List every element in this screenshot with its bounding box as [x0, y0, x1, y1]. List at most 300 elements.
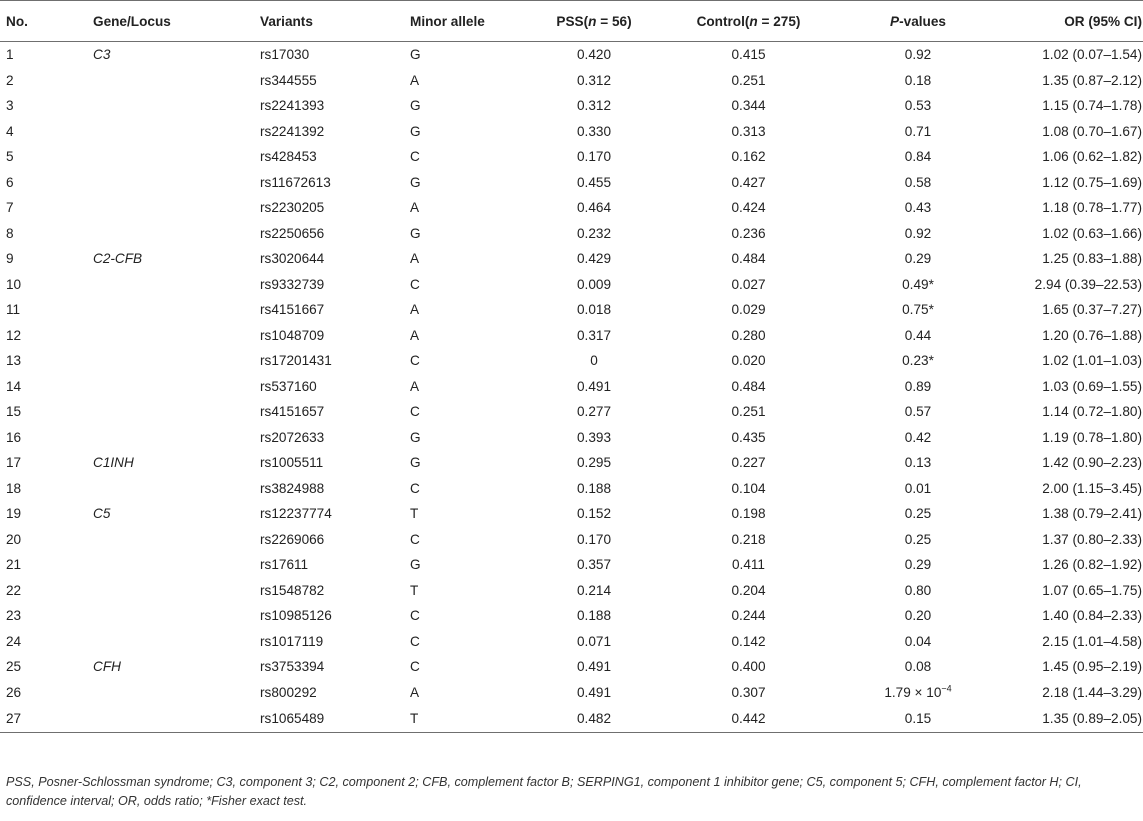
cell-gene-locus-text: C3	[93, 47, 111, 63]
cell-p-value-text: 0.75*	[902, 302, 934, 318]
cell-no	[0, 527, 93, 553]
cell-or-text: 1.02 (0.63–1.66)	[1042, 225, 1142, 241]
cell-no	[0, 399, 93, 425]
table-row	[0, 705, 1143, 733]
cell-variant-text: rs3753394	[260, 659, 325, 675]
cell-or-text: 1.15 (0.74–1.78)	[1042, 98, 1142, 114]
table-header	[0, 1, 1143, 42]
cell-p-value-text: 0.58	[904, 174, 932, 190]
table-row	[0, 425, 1143, 451]
cell-minor-allele	[410, 603, 520, 629]
table-row	[0, 629, 1143, 655]
cell-minor-allele-text: A	[410, 327, 420, 343]
cell-no	[0, 552, 93, 578]
cell-gene-locus	[93, 93, 260, 119]
header-control	[668, 1, 829, 42]
cell-variant	[260, 476, 410, 502]
cell-minor-allele-text: G	[410, 123, 421, 139]
cell-no-text: 22	[6, 582, 22, 598]
cell-minor-allele-text: C	[410, 404, 420, 420]
cell-or	[1007, 476, 1143, 502]
cell-p-value-text: 0.71	[904, 123, 932, 139]
cell-control	[668, 705, 829, 733]
cell-pss-text: 0.491	[576, 684, 612, 700]
cell-control	[668, 68, 829, 94]
cell-minor-allele	[410, 144, 520, 170]
header-variants: Variants	[260, 1, 410, 42]
cell-or-text: 1.07 (0.65–1.75)	[1042, 582, 1142, 598]
cell-minor-allele	[410, 119, 520, 145]
header-p-values	[829, 1, 1007, 42]
cell-p-value	[829, 68, 1007, 94]
cell-no	[0, 221, 93, 247]
cell-pss-text: 0.464	[576, 200, 612, 216]
cell-minor-allele	[410, 399, 520, 425]
cell-control-text: 0.204	[731, 582, 766, 598]
cell-p-value	[829, 323, 1007, 349]
cell-variant-text: rs344555	[260, 72, 317, 88]
cell-no-text: 21	[6, 557, 22, 573]
cell-no	[0, 450, 93, 476]
cell-control	[668, 552, 829, 578]
cell-variant-text: rs4151667	[260, 302, 325, 318]
cell-minor-allele	[410, 425, 520, 451]
cell-or-text: 1.65 (0.37–7.27)	[1042, 302, 1142, 318]
cell-gene-locus	[93, 144, 260, 170]
cell-or	[1007, 93, 1143, 119]
cell-minor-allele-text: G	[410, 98, 421, 114]
cell-control-text: 0.251	[731, 404, 766, 420]
cell-pss-text: 0.393	[576, 429, 612, 445]
cell-gene-locus	[93, 603, 260, 629]
cell-no	[0, 578, 93, 604]
cell-gene-locus	[93, 42, 260, 68]
cell-pss-text: 0.170	[576, 531, 612, 547]
cell-or	[1007, 195, 1143, 221]
cell-control	[668, 42, 829, 68]
table-body	[0, 42, 1143, 733]
cell-no-text: 6	[6, 174, 14, 190]
cell-pss-text: 0.357	[576, 557, 612, 573]
cell-control	[668, 297, 829, 323]
cell-p-value	[829, 629, 1007, 655]
cell-variant-text: rs10985126	[260, 608, 332, 624]
cell-control	[668, 425, 829, 451]
cell-control	[668, 603, 829, 629]
cell-pss-text: 0.152	[576, 506, 612, 522]
cell-variant	[260, 297, 410, 323]
cell-control-text: 0.344	[731, 98, 766, 114]
cell-variant-text: rs17611	[260, 557, 309, 573]
cell-minor-allele-text: C	[410, 531, 420, 547]
cell-gene-locus	[93, 399, 260, 425]
cell-or-text: 2.00 (1.15–3.45)	[1042, 480, 1142, 496]
cell-minor-allele-text: C	[410, 480, 420, 496]
table-row	[0, 552, 1143, 578]
cell-minor-allele	[410, 272, 520, 298]
cell-p-value	[829, 195, 1007, 221]
cell-or	[1007, 450, 1143, 476]
table-row	[0, 578, 1143, 604]
cell-variant-text: rs1005511	[260, 455, 324, 471]
cell-variant	[260, 374, 410, 400]
cell-p-value	[829, 42, 1007, 68]
cell-variant-text: rs800292	[260, 684, 317, 700]
cell-no-text: 27	[6, 711, 22, 726]
cell-variant-text: rs1548782	[260, 582, 325, 598]
cell-minor-allele-text: A	[410, 302, 420, 318]
cell-no-text: 11	[6, 302, 21, 318]
cell-gene-locus	[93, 476, 260, 502]
cell-no-text: 20	[6, 531, 22, 547]
cell-control	[668, 680, 829, 706]
cell-p-value-exponent: −4	[941, 683, 952, 694]
cell-gene-locus	[93, 195, 260, 221]
cell-pss	[520, 144, 668, 170]
cell-control-text: 0.427	[731, 174, 766, 190]
cell-no	[0, 68, 93, 94]
cell-no-text: 17	[6, 455, 22, 471]
cell-minor-allele-text: C	[410, 659, 420, 675]
cell-minor-allele-text: C	[410, 633, 420, 649]
cell-control-text: 0.484	[731, 378, 766, 394]
cell-p-value-text: 0.20	[904, 608, 932, 624]
cell-or	[1007, 680, 1143, 706]
cell-or-text: 1.20 (0.76–1.88)	[1042, 327, 1142, 343]
cell-p-value	[829, 450, 1007, 476]
cell-or	[1007, 399, 1143, 425]
cell-control	[668, 374, 829, 400]
cell-minor-allele	[410, 501, 520, 527]
cell-or	[1007, 170, 1143, 196]
cell-or	[1007, 144, 1143, 170]
cell-control	[668, 578, 829, 604]
cell-p-value	[829, 425, 1007, 451]
table-row	[0, 374, 1143, 400]
cell-or-text: 1.42 (0.90–2.23)	[1042, 455, 1142, 471]
cell-or-text: 2.15 (1.01–4.58)	[1042, 633, 1142, 649]
header-ctrl-pre: Control(	[696, 13, 750, 29]
cell-p-value-text: 0.89	[904, 378, 932, 394]
cell-no	[0, 93, 93, 119]
cell-or-text: 1.19 (0.78–1.80)	[1042, 429, 1142, 445]
cell-gene-locus	[93, 680, 260, 706]
cell-control	[668, 170, 829, 196]
cell-minor-allele-text: A	[410, 251, 420, 267]
cell-variant-text: rs4151657	[260, 404, 325, 420]
cell-or	[1007, 654, 1143, 680]
cell-control-text: 0.020	[731, 353, 766, 369]
cell-minor-allele	[410, 450, 520, 476]
cell-no	[0, 348, 93, 374]
cell-control-text: 0.424	[731, 200, 766, 216]
cell-pss-text: 0.420	[576, 47, 612, 63]
cell-no	[0, 246, 93, 272]
cell-minor-allele-text: C	[410, 276, 420, 292]
cell-no	[0, 42, 93, 68]
cell-no	[0, 654, 93, 680]
cell-or-text: 1.02 (0.07–1.54)	[1042, 47, 1142, 63]
cell-p-value-text: 0.15	[904, 711, 932, 726]
cell-pss	[520, 374, 668, 400]
cell-p-value-text: 0.18	[904, 72, 932, 88]
cell-p-value	[829, 348, 1007, 374]
cell-or-text: 1.18 (0.78–1.77)	[1042, 200, 1142, 216]
cell-p-value	[829, 374, 1007, 400]
cell-gene-locus	[93, 272, 260, 298]
cell-no-text: 25	[6, 659, 22, 675]
cell-pss	[520, 42, 668, 68]
cell-or	[1007, 348, 1143, 374]
cell-minor-allele	[410, 297, 520, 323]
cell-p-value-text: 0.29	[904, 557, 932, 573]
cell-or	[1007, 425, 1143, 451]
table-row	[0, 272, 1143, 298]
cell-no-text: 1	[6, 47, 14, 63]
cell-minor-allele-text: A	[410, 200, 420, 216]
cell-no	[0, 272, 93, 298]
cell-or-text: 1.26 (0.82–1.92)	[1042, 557, 1142, 573]
cell-p-value	[829, 221, 1007, 247]
table-row	[0, 501, 1143, 527]
cell-p-value-text: 0.13	[904, 455, 932, 471]
cell-minor-allele-text: G	[410, 174, 421, 190]
cell-control-text: 0.415	[731, 47, 766, 63]
cell-gene-locus	[93, 705, 260, 733]
cell-pss	[520, 450, 668, 476]
cell-pss	[520, 246, 668, 272]
cell-p-value-text: 0.80	[904, 582, 932, 598]
cell-variant	[260, 399, 410, 425]
cell-control	[668, 144, 829, 170]
cell-gene-locus	[93, 246, 260, 272]
table-row	[0, 221, 1143, 247]
cell-no	[0, 144, 93, 170]
cell-pss	[520, 527, 668, 553]
cell-pss	[520, 399, 668, 425]
cell-pss	[520, 297, 668, 323]
cell-pss	[520, 221, 668, 247]
header-minor-allele: Minor allele	[410, 1, 520, 42]
header-p-rest: -values	[899, 13, 946, 29]
cell-no-text: 9	[6, 251, 14, 267]
cell-variant-text: rs2241392	[260, 123, 325, 139]
cell-gene-locus	[93, 297, 260, 323]
cell-p-value-text: 0.49*	[902, 276, 934, 292]
cell-variant	[260, 246, 410, 272]
cell-p-value-text: 0.92	[904, 47, 932, 63]
cell-or-text: 1.12 (0.75–1.69)	[1042, 174, 1142, 190]
cell-control-text: 0.484	[731, 251, 766, 267]
cell-pss	[520, 348, 668, 374]
cell-p-value	[829, 603, 1007, 629]
cell-or	[1007, 629, 1143, 655]
cell-pss	[520, 552, 668, 578]
table-row	[0, 42, 1143, 68]
cell-control-text: 0.227	[731, 455, 766, 471]
header-ctrl-n: n	[749, 13, 758, 29]
table-row	[0, 323, 1143, 349]
cell-gene-locus	[93, 170, 260, 196]
cell-pss	[520, 603, 668, 629]
cell-variant-text: rs428453	[260, 149, 317, 165]
cell-no-text: 14	[6, 378, 22, 394]
cell-minor-allele	[410, 246, 520, 272]
cell-minor-allele-text: G	[410, 557, 421, 573]
cell-p-value	[829, 246, 1007, 272]
cell-or	[1007, 246, 1143, 272]
cell-gene-locus-text: C5	[93, 506, 111, 522]
cell-p-value	[829, 501, 1007, 527]
cell-gene-locus	[93, 654, 260, 680]
cell-p-value	[829, 654, 1007, 680]
cell-no-text: 13	[6, 353, 22, 369]
cell-variant	[260, 348, 410, 374]
table-row	[0, 527, 1143, 553]
cell-pss	[520, 68, 668, 94]
cell-p-value	[829, 578, 1007, 604]
header-pss-pre: PSS(	[556, 13, 589, 29]
cell-no	[0, 603, 93, 629]
cell-control-text: 0.411	[731, 557, 765, 573]
cell-variant-text: rs17030	[260, 47, 310, 63]
cell-pss-text: 0.071	[576, 633, 612, 649]
cell-pss-text: 0.232	[576, 225, 612, 241]
cell-p-value	[829, 93, 1007, 119]
cell-control-text: 0.198	[731, 506, 766, 522]
cell-minor-allele-text: A	[410, 72, 420, 88]
cell-control-text: 0.029	[731, 302, 766, 318]
table-row	[0, 348, 1143, 374]
cell-pss-text: 0.188	[576, 608, 612, 624]
cell-or-text: 1.35 (0.87–2.12)	[1042, 72, 1142, 88]
cell-pss-text: 0.491	[576, 378, 612, 394]
cell-pss	[520, 476, 668, 502]
cell-minor-allele	[410, 705, 520, 733]
cell-variant	[260, 578, 410, 604]
cell-pss	[520, 705, 668, 733]
cell-control	[668, 323, 829, 349]
cell-no	[0, 476, 93, 502]
cell-variant-text: rs2241393	[260, 98, 325, 114]
header-gene-locus: Gene/Locus	[93, 1, 260, 42]
cell-minor-allele-text: C	[410, 608, 420, 624]
cell-or	[1007, 374, 1143, 400]
cell-p-value-text: 0.84	[904, 149, 932, 165]
cell-control-text: 0.244	[731, 608, 766, 624]
cell-p-value-text: 0.44	[904, 327, 932, 343]
cell-variant-text: rs1065489	[260, 711, 325, 726]
cell-control-text: 0.027	[731, 276, 766, 292]
cell-gene-locus	[93, 348, 260, 374]
cell-control	[668, 348, 829, 374]
cell-minor-allele-text: C	[410, 353, 420, 369]
cell-p-value	[829, 552, 1007, 578]
header-p-italic: P	[890, 13, 900, 29]
cell-pss-text: 0	[590, 353, 598, 369]
cell-control	[668, 527, 829, 553]
cell-p-value-text: 0.42	[904, 429, 932, 445]
cell-variant-text: rs11672613	[260, 174, 331, 190]
cell-variant	[260, 144, 410, 170]
cell-variant	[260, 93, 410, 119]
cell-p-value	[829, 297, 1007, 323]
cell-p-value-text: 0.23*	[902, 353, 934, 369]
cell-control	[668, 246, 829, 272]
cell-p-value	[829, 119, 1007, 145]
cell-no-text: 23	[6, 608, 22, 624]
cell-minor-allele-text: G	[410, 225, 421, 241]
cell-or-text: 1.08 (0.70–1.67)	[1042, 123, 1142, 139]
cell-pss	[520, 323, 668, 349]
cell-control-text: 0.280	[731, 327, 766, 343]
cell-variant	[260, 654, 410, 680]
cell-variant-text: rs3824988	[260, 480, 325, 496]
cell-control	[668, 399, 829, 425]
cell-control	[668, 221, 829, 247]
cell-variant	[260, 170, 410, 196]
cell-or	[1007, 297, 1143, 323]
cell-control-text: 0.442	[731, 711, 766, 726]
cell-no	[0, 170, 93, 196]
cell-variant	[260, 119, 410, 145]
cell-p-value-text: 0.01	[904, 480, 932, 496]
cell-pss-text: 0.312	[576, 98, 612, 114]
cell-minor-allele-text: G	[410, 47, 421, 63]
cell-p-value	[829, 399, 1007, 425]
table-row	[0, 144, 1143, 170]
cell-minor-allele-text: G	[410, 455, 421, 471]
cell-p-value-text: 0.25	[904, 531, 932, 547]
cell-minor-allele	[410, 680, 520, 706]
cell-p-value-text: 0.29	[904, 251, 932, 267]
cell-variant	[260, 680, 410, 706]
cell-or-text: 1.35 (0.89–2.05)	[1042, 711, 1142, 726]
cell-no	[0, 195, 93, 221]
cell-variant-text: rs9332739	[260, 276, 325, 292]
cell-variant-text: rs1017119	[260, 633, 324, 649]
table-row	[0, 195, 1143, 221]
cell-gene-locus-text: C1INH	[93, 455, 134, 471]
cell-gene-locus	[93, 221, 260, 247]
cell-pss	[520, 501, 668, 527]
cell-pss-text: 0.312	[576, 72, 612, 88]
header-pss	[520, 1, 668, 42]
cell-variant	[260, 705, 410, 733]
cell-gene-locus	[93, 425, 260, 451]
cell-control	[668, 119, 829, 145]
cell-control	[668, 654, 829, 680]
cell-gene-locus-text: C2-CFB	[93, 251, 143, 267]
cell-or	[1007, 68, 1143, 94]
header-pss-post: = 56)	[596, 13, 632, 29]
cell-no	[0, 629, 93, 655]
cell-variant-text: rs1048709	[260, 327, 325, 343]
cell-or-text: 1.02 (1.01–1.03)	[1042, 353, 1142, 369]
cell-minor-allele	[410, 68, 520, 94]
cell-gene-locus	[93, 450, 260, 476]
cell-no	[0, 501, 93, 527]
cell-or-text: 1.45 (0.95–2.19)	[1042, 659, 1142, 675]
cell-pss-text: 0.330	[576, 123, 612, 139]
cell-no-text: 26	[6, 684, 22, 700]
cell-variant	[260, 323, 410, 349]
cell-no-text: 24	[6, 633, 22, 649]
cell-control-text: 0.307	[731, 684, 766, 700]
cell-or-text: 1.14 (0.72–1.80)	[1042, 404, 1142, 420]
cell-or	[1007, 552, 1143, 578]
cell-minor-allele	[410, 374, 520, 400]
